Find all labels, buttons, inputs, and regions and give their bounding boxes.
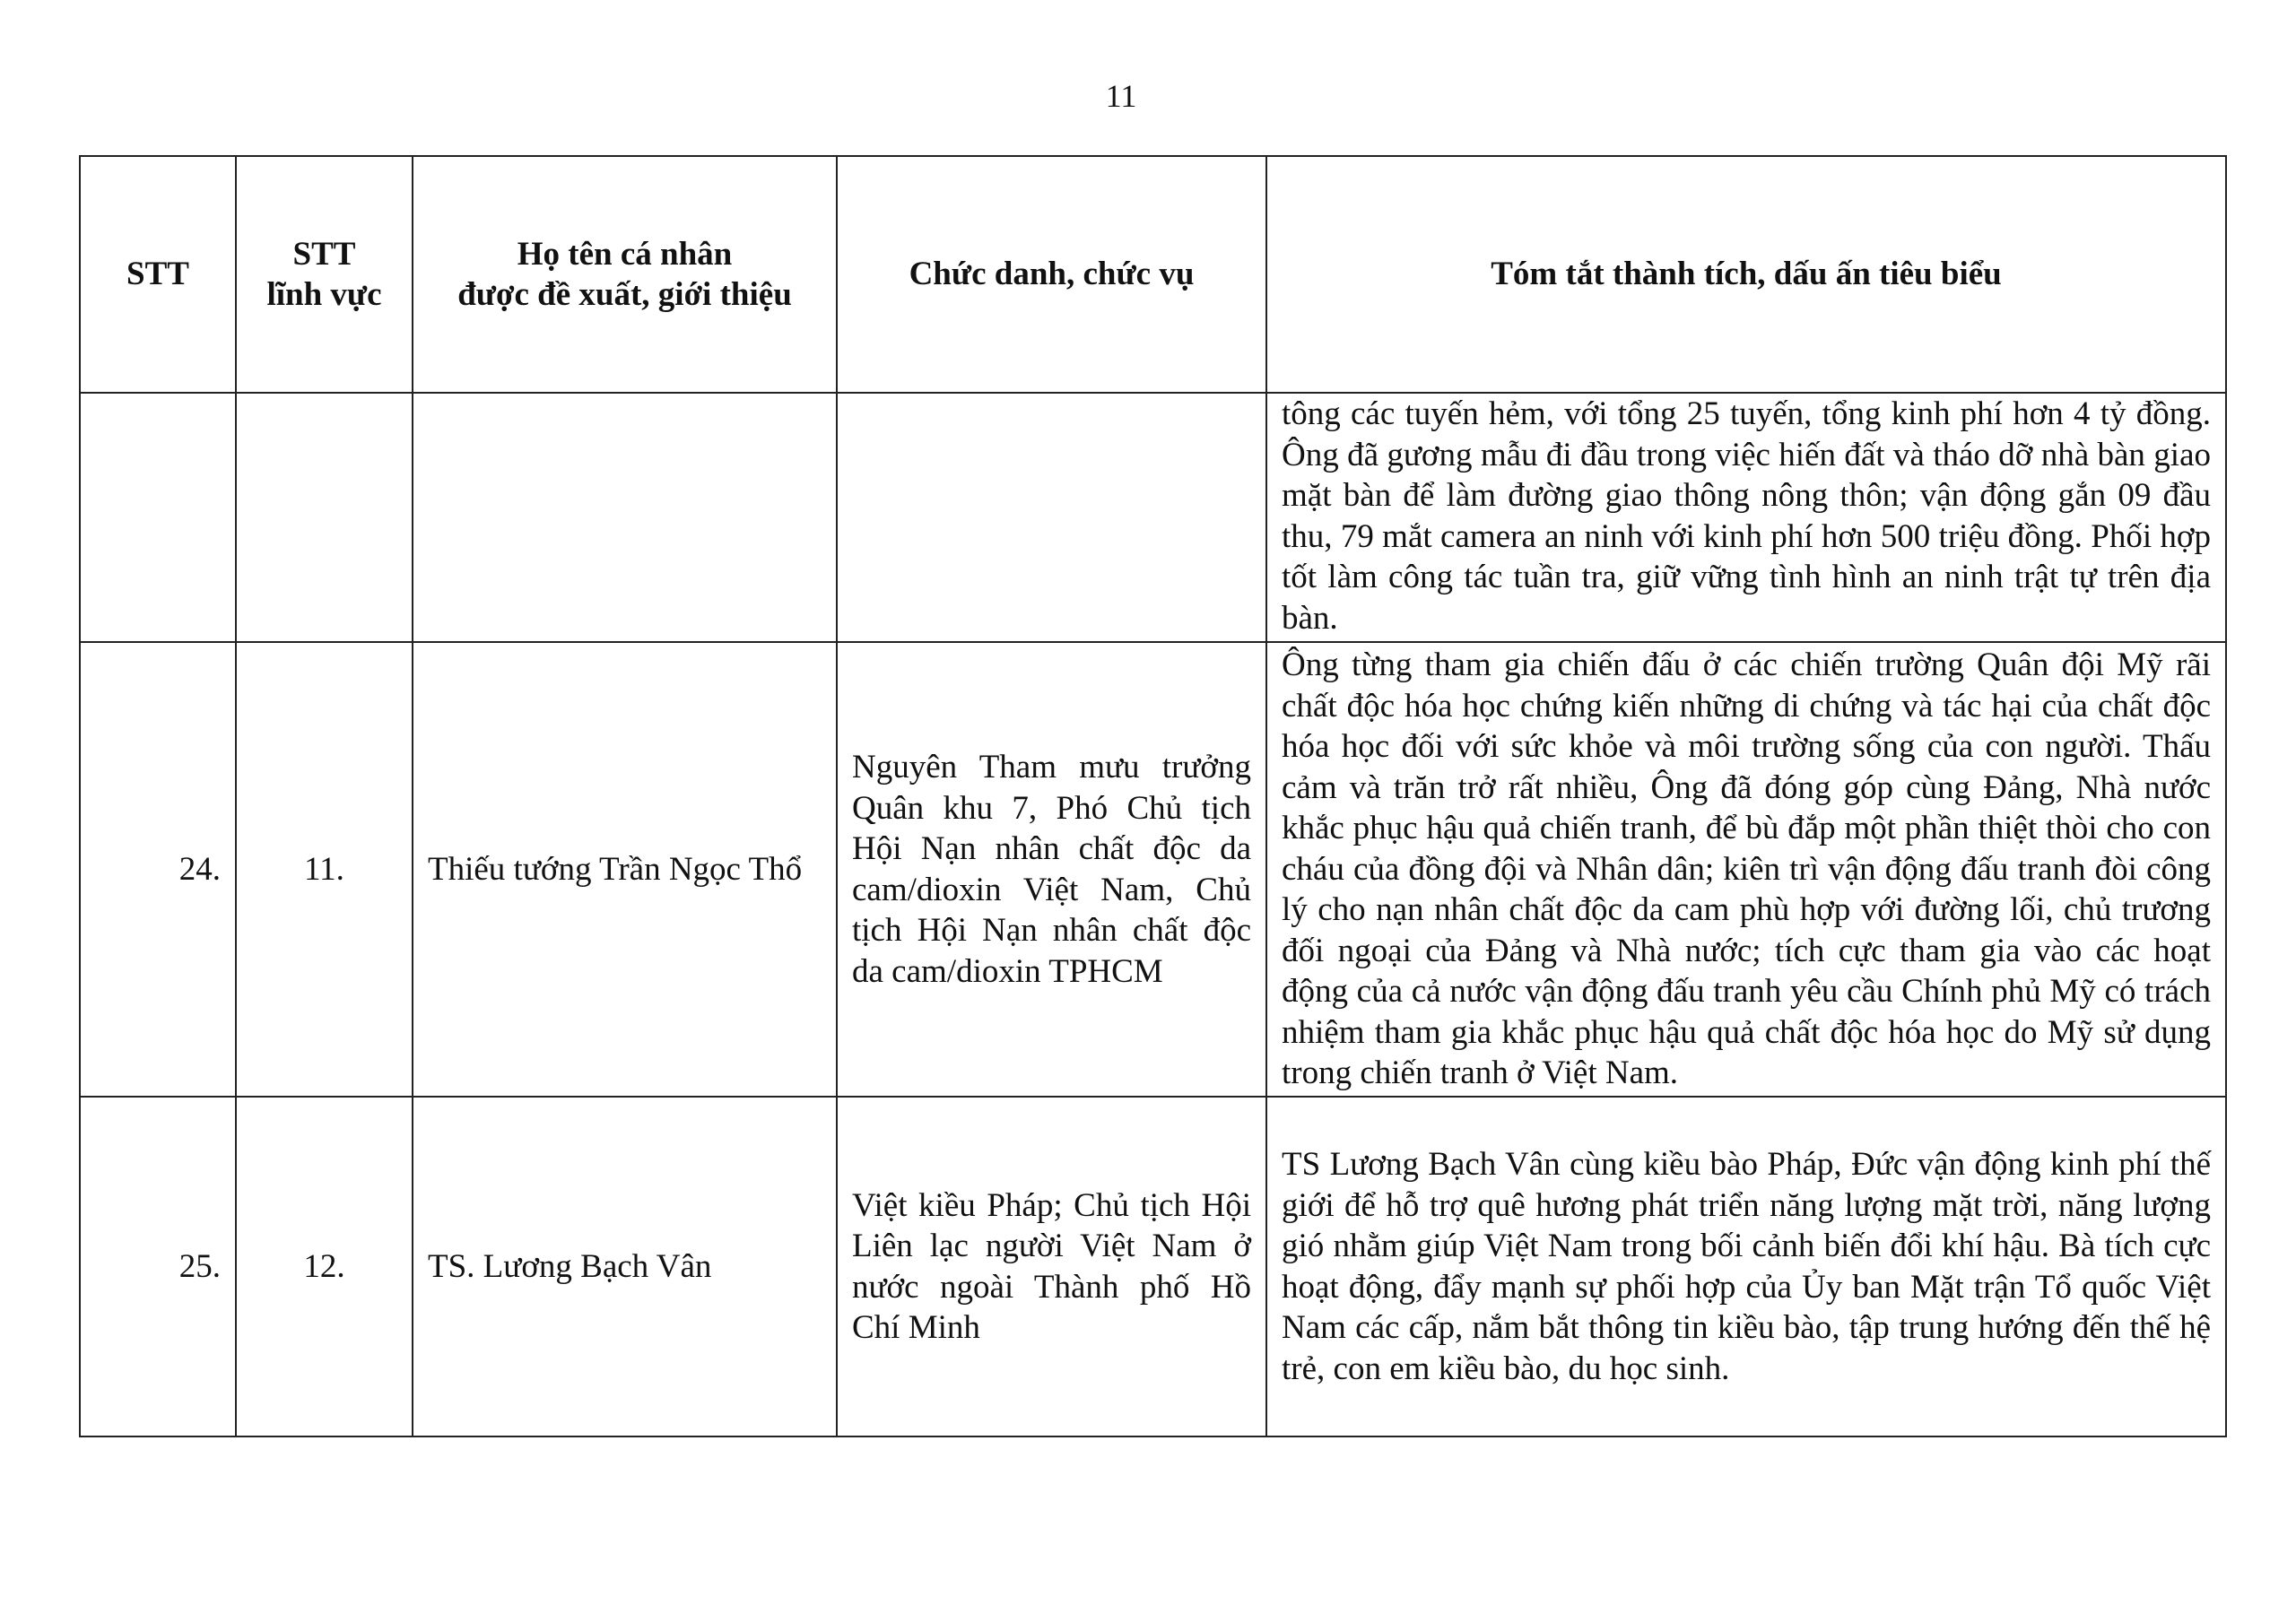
header-title: Chức danh, chức vụ: [837, 156, 1266, 393]
cell-stt-field: [236, 393, 413, 642]
cell-summary: tông các tuyến hẻm, với tổng 25 tuyến, tổng kinh phí hơn 4 tỷ đồng. Ông đã gương mẫu đi đầu trong việc hiến đất và tháo dỡ nhà bàn giao mặt bàn để làm đường giao thông nông thôn; vận động gắn 09 đầu thu, 79 mắt camera an ninh với kinh phí hơn 500 triệu đồng. Phối hợp tốt làm công tác tuần tra, giữ vững tình hình an ninh trật tự trên địa bàn.: [1266, 393, 2226, 642]
cell-name: TS. Lương Bạch Vân: [413, 1097, 837, 1436]
cell-summary: Ông từng tham gia chiến đấu ở các chiến trường Quân đội Mỹ rãi chất độc hóa học chứng kiến những di chứng và tác hại của chất độc hóa học đối với sức khỏe và môi trường sống của con người. Thấu cảm và trăn trở rất nhiều, Ông đã đóng góp cùng Đảng, Nhà nước khắc phục hậu quả chiến tranh, để bù đắp một phần thiệt thòi cho con cháu của đồng đội và Nhân dân; kiên trì vận động đấu tranh đòi công lý cho nạn nhân chất độc da cam phù hợp với đường lối, chủ trương đối ngoại của Đảng và Nhà nước; tích cực tham gia vào các hoạt động của cả nước vận động đấu tranh yêu cầu Chính phủ Mỹ có trách nhiệm tham gia khắc phục hậu quả chất độc hóa học do Mỹ sử dụng trong chiến tranh ở Việt Nam.: [1266, 642, 2226, 1097]
cell-stt: 25.: [80, 1097, 236, 1436]
table-row: [80, 393, 2226, 642]
cell-stt: 24.: [80, 642, 236, 1097]
header-summary: Tóm tắt thành tích, dấu ấn tiêu biểu: [1266, 156, 2226, 393]
cell-stt: [80, 393, 236, 642]
cell-summary: TS Lương Bạch Vân cùng kiều bào Pháp, Đức vận động kinh phí thế giới để hỗ trợ quê hương phát triển năng lượng mặt trời, năng lượng gió nhằm giúp Việt Nam trong bối cảnh biến đổi khí hậu. Bà tích cực hoạt động, đẩy mạnh sự phối hợp của Ủy ban Mặt trận Tổ quốc Việt Nam các cấp, nắm bắt thông tin kiều bào, tập trung hướng đến thế hệ trẻ, con em kiều bào, du học sinh.: [1266, 1097, 2226, 1436]
cell-name: Thiếu tướng Trần Ngọc Thổ: [413, 642, 837, 1097]
cell-name: [413, 393, 837, 642]
cell-title: [837, 393, 1266, 642]
header-stt: STT: [80, 156, 236, 393]
cell-stt-field: 11.: [236, 642, 413, 1097]
table-row: [80, 642, 2226, 1097]
table-row: [80, 1097, 2226, 1436]
page-number: 11: [1105, 78, 1137, 114]
nominee-table: [79, 155, 2227, 1437]
table-header-row: [80, 156, 2226, 393]
cell-stt-field: 12.: [236, 1097, 413, 1436]
cell-title: Việt kiều Pháp; Chủ tịch Hội Liên lạc người Việt Nam ở nước ngoài Thành phố Hồ Chí Minh: [837, 1097, 1266, 1436]
header-name: Họ tên cá nhân được đề xuất, giới thiệu: [413, 156, 837, 393]
header-stt-field: STT lĩnh vực: [236, 156, 413, 393]
cell-title: Nguyên Tham mưu trưởng Quân khu 7, Phó Chủ tịch Hội Nạn nhân chất độc da cam/dioxin Việt Nam, Chủ tịch Hội Nạn nhân chất độc da cam/dioxin TPHCM: [837, 642, 1266, 1097]
